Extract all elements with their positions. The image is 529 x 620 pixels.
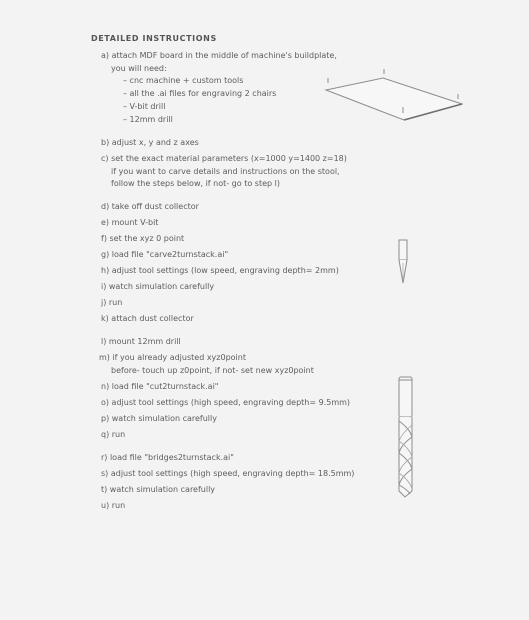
step-m-line-1: m) if you already adjusted xyz0point [99,353,246,362]
step-a-line-2: you will need: [111,64,167,73]
step-f: f) set the xyz 0 point [101,234,185,243]
step-q: q) run [101,430,126,439]
document-title: DETAILED INSTRUCTIONS [91,34,217,43]
step-c-line-2: if you want to carve details and instructions on the stool, [111,167,340,176]
step-a-item-cnc: – cnc machine + custom tools [123,76,244,85]
step-a-item-12mm: – 12mm drill [123,115,173,124]
step-a-item-ai-files: – all the .ai files for engraving 2 chairs [123,89,277,98]
step-m-line-2: before- touch up z0point, if not- set new xyz0point [111,366,314,375]
step-k: k) attach dust collector [101,314,194,323]
step-r: r) load file "bridges2turnstack.ai" [101,453,234,462]
step-e: e) mount V-bit [101,218,159,227]
step-c-line-1: c) set the exact material parameters (x=1000 y=1400 z=18) [101,154,347,163]
step-g: g) load file "carve2turnstack.ai" [101,250,229,259]
step-t: t) watch simulation carefully [101,485,216,494]
step-s: s) adjust tool settings (high speed, engraving depth= 18.5mm) [101,469,355,478]
step-p: p) watch simulation carefully [101,414,217,423]
step-b: b) adjust x, y and z axes [101,138,199,147]
12mm-drill-icon [396,375,416,499]
step-i: i) watch simulation carefully [101,282,215,291]
step-n: n) load file "cut2turnstack.ai" [101,382,219,391]
step-h: h) adjust tool settings (low speed, engraving depth= 2mm) [101,266,339,275]
step-o: o) adjust tool settings (high speed, engraving depth= 9.5mm) [101,398,351,407]
step-a-line-1: a) attach MDF board in the middle of machine's buildplate, [101,51,337,60]
step-j: j) run [101,298,123,307]
step-a-item-vbit: – V-bit drill [123,102,166,111]
v-bit-drill-icon [397,239,409,285]
step-d: d) take off dust collector [101,202,199,211]
mdf-board-illustration [320,66,468,126]
step-l: l) mount 12mm drill [101,337,181,346]
step-c-line-3: follow the steps below, if not- go to step l) [111,179,280,188]
step-u: u) run [101,501,126,510]
